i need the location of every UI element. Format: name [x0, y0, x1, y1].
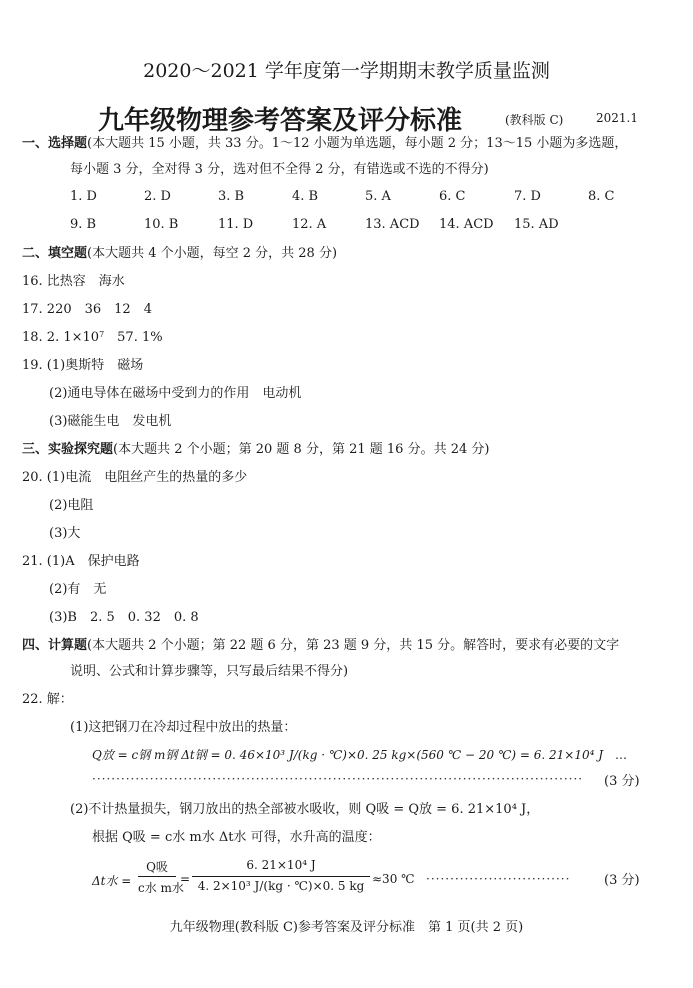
section-4-desc: (本大题共 2 个小题；第 22 题 6 分，第 23 题 9 分，共 15 分。解答时，要求有必要的文字 [87, 638, 620, 653]
section-3-desc: (本大题共 2 个小题；第 20 题 8 分，第 21 题 16 分。共 24 分) [113, 442, 490, 457]
section-3-label: 三、实验探究题 [22, 442, 114, 457]
exam-title: 2020～2021 学年度第一学期期末教学质量监测 [143, 60, 550, 82]
answer-18 [22, 329, 163, 347]
score-2: (3 分) [604, 873, 640, 888]
heat-release-formula: Q放 = c钢 m钢 Δt钢 = 0. 46×10³ J/(kg · ℃)×0. 25 kg×(560 ℃ − 20 ℃) = 6. 21×10⁴ J … [92, 748, 628, 762]
answer-3: 3. B [218, 189, 245, 204]
answer-18-percent: 57. 1% [104, 330, 163, 345]
answer-8: 8. C [588, 189, 615, 204]
answer-17: 17. 220 36 12 4 [22, 302, 152, 317]
fraction-2-bar [192, 876, 370, 877]
section-1-heading [22, 135, 627, 153]
answer-19-2: (2)通电导体在磁场中受到力的作用 电动机 [49, 386, 302, 401]
page-footer: 九年级物理(教科版 C)参考答案及评分标准 第 1 页(共 2 页) [169, 920, 524, 935]
answer-18-value: 18. 2. 1×10 [22, 330, 100, 345]
fraction-2-denominator: 4. 2×10³ J/(kg · ℃)×0. 5 kg [197, 879, 365, 893]
document-subtitle: 九年级物理参考答案及评分标准 [98, 106, 463, 136]
answer-19-1: 19. (1)奥斯特 磁场 [22, 358, 144, 373]
section-1-desc: (本大题共 15 小题，共 33 分。1～12 小题为单选题，每小题 2 分；13～15 小题为多选题， [87, 136, 628, 151]
section-4-label: 四、计算题 [22, 638, 88, 653]
answer-5: 5. A [365, 189, 391, 204]
answer-22-part-3: 根据 Q吸 = c水 m水 Δt水 可得，水升高的温度： [92, 830, 381, 845]
answer-1: 1. D [70, 189, 97, 204]
section-2-label: 二、填空题 [22, 246, 88, 261]
equals-sign: = [180, 872, 191, 886]
answer-21-3: (3)B 2. 5 0. 32 0. 8 [49, 610, 199, 625]
answer-14: 14. ACD [439, 217, 494, 232]
formula-result: ≈30 ℃ [372, 872, 415, 886]
answer-21-1: 21. (1)A 保护电路 [22, 554, 140, 569]
answer-22-part-2: (2)不计热量损失，钢刀放出的热全部被水吸收，则 Q吸 = Q放 = 6. 21×10⁴ J， [70, 802, 540, 817]
answer-13: 13. ACD [365, 217, 420, 232]
leader-dots-2: ······························ [426, 872, 571, 886]
answer-4: 4. B [292, 189, 319, 204]
answer-10: 10. B [144, 217, 179, 232]
answer-6: 6. C [439, 189, 466, 204]
leader-dots-1: ······································································································ [92, 772, 584, 786]
formula-lhs: Δt水 = [92, 874, 132, 888]
section-1-label: 一、选择题 [22, 136, 88, 151]
fraction-1-bar [138, 876, 176, 877]
answer-9: 9. B [70, 217, 97, 232]
section-2-heading [22, 245, 337, 263]
answer-15: 15. AD [514, 217, 559, 232]
fraction-1-numerator: Q吸 [146, 860, 168, 874]
answer-21-2: (2)有 无 [49, 582, 107, 597]
section-4-desc-cont: 说明、公式和计算步骤等，只写最后结果不得分) [70, 664, 349, 679]
fraction-1-denominator: c水 m水 [138, 881, 184, 895]
answer-12: 12. A [292, 217, 327, 232]
answer-20-2: (2)电阻 [49, 498, 94, 513]
answer-11: 11. D [218, 217, 254, 232]
date-label: 2021.1 [596, 111, 638, 125]
answer-2: 2. D [144, 189, 171, 204]
edition-label: (教科版 C) [505, 113, 564, 127]
answer-22-heading: 22. 解： [22, 692, 73, 707]
answer-18-exponent: 7 [99, 330, 105, 339]
answer-7: 7. D [514, 189, 541, 204]
section-1-desc-cont: 每小题 3 分，全对得 3 分，选对但不全得 2 分，有错选或不选的不得分) [70, 162, 489, 177]
score-1: (3 分) [604, 774, 640, 789]
answer-16: 16. 比热容 海水 [22, 274, 125, 289]
answer-19-3: (3)磁能生电 发电机 [49, 414, 172, 429]
fraction-2-numerator: 6. 21×10⁴ J [246, 858, 316, 872]
section-3-heading [22, 441, 489, 459]
answer-22-part-1: (1)这把钢刀在冷却过程中放出的热量： [70, 720, 297, 735]
section-4-heading [22, 637, 619, 655]
answer-20-1: 20. (1)电流 电阻丝产生的热量的多少 [22, 470, 248, 485]
answer-20-3: (3)大 [49, 526, 81, 541]
section-2-desc: (本大题共 4 个小题，每空 2 分，共 28 分) [87, 246, 338, 261]
